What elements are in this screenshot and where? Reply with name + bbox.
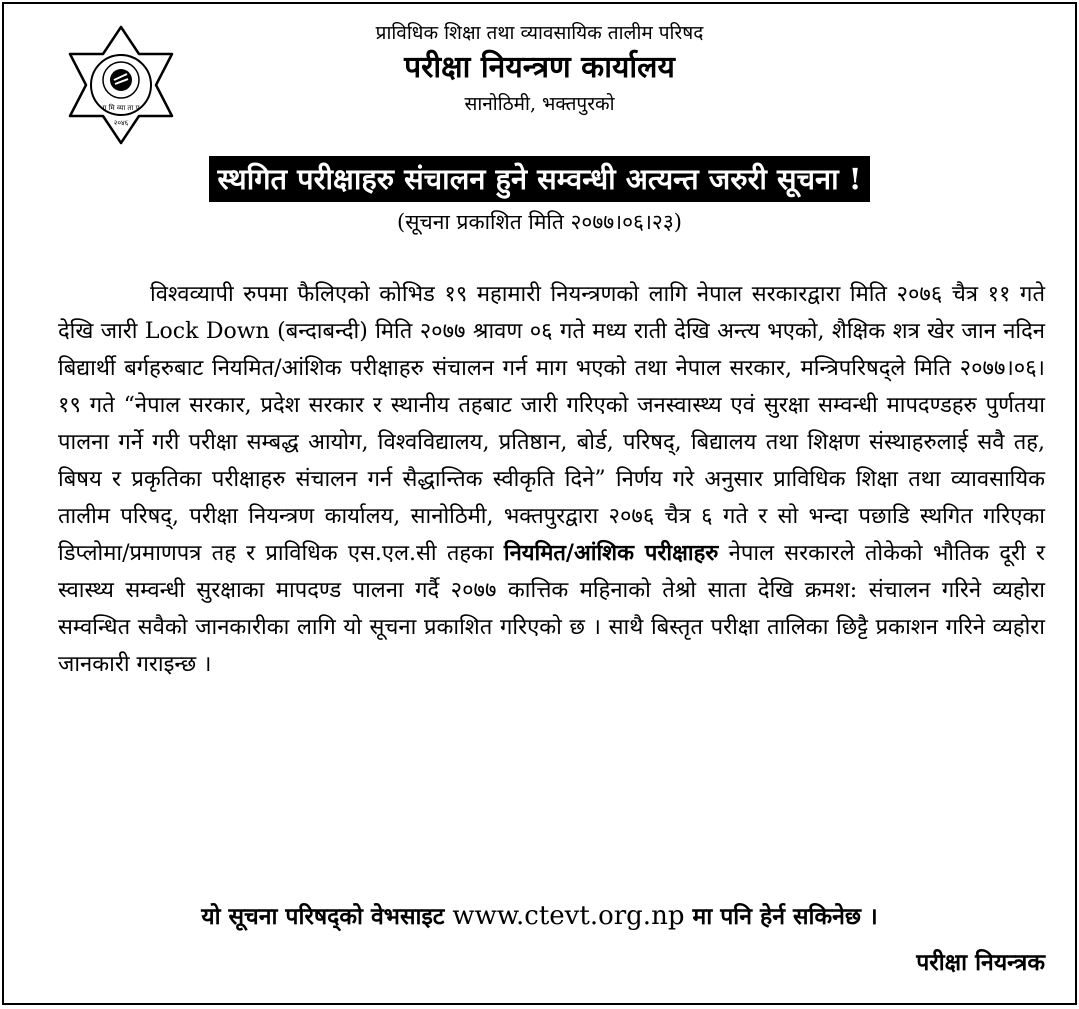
website-prefix: यो सूचना परिषद्को वेभसाइट: [201, 903, 453, 930]
logo-motto-text: ग मि व्या ता प: [102, 104, 140, 112]
office-location: सानोठिमी, भक्तपुरको: [464, 93, 615, 115]
notice-page: [2, 2, 1077, 1005]
headline-banner: [4, 156, 1075, 202]
website-suffix: मा पनि हेर्न सकिनेछ ।: [684, 903, 878, 930]
council-name: प्राविधिक शिक्षा तथा व्यावसायिक तालीम परिषद: [375, 22, 704, 44]
letterhead: [4, 20, 1075, 118]
website-line: [4, 897, 1075, 936]
notice-body-part1: विश्वव्यापी रुपमा फैलिएको कोभिड १९ महामारी नियन्त्रणको लागि नेपाल सरकारद्वारा मिति २०७६ चैत्र ११ गते देखि जारी Lock Down (बन्दाबन्दी) मिति २०७७ श्रावण ०६ गते मध्य राती देखि अन्त्य भएको, शैक्षिक शत्र खेर जान नदिन बिद्यार्थी बर्गहरुबाट नियमित/आंशिक परीक्षाहरु संचालन गर्न माग भएको तथा नेपाल सरकार, मन्त्रिपरिषद्ले मिति २०७७।०६।१९ गते “नेपाल सरकार, प्रदेश सरकार र स्थानीय तहबाट जारी गरिएको जनस्वास्थ्य एवं सुरक्षा सम्वन्धी मापदण्डहरु पुर्णतया पालना गर्ने गरी परीक्षा सम्बद्ध आयोग, विश्वविद्यालय, प्रतिष्ठान, बोर्ड, परिषद्, बिद्यालय तथा शिक्षण संस्थाहरुलाई सवै तह, बिषय र प्रकृतिका परीक्षाहरु संचालन गर्न सैद्धान्तिक स्वीकृति दिने” निर्णय गरे अनुसार प्राविधिक शिक्षा तथा व्यावसायिक तालीम परिषद्, परीक्षा नियन्त्रण कार्यालय, सानोठिमी, भक्तपुरद्वारा २०७६ चैत्र ६ गते र सो भन्दा पछाडि स्थगित गरिएका डिप्लोमा/प्रमाणपत्र तह र प्राविधिक एस.एल.सी तहका: [58, 282, 1045, 566]
signature-title: परीक्षा नियन्त्रक: [916, 949, 1045, 976]
office-name: परीक्षा नियन्त्रण कार्यालय: [404, 50, 675, 85]
publication-date: (सूचना प्रकाशित मिति २०७७।०६।२३): [397, 210, 682, 234]
notice-body-part2: नेपाल सरकारले तोकेको भौतिक दूरी र स्वास्थ्य सम्वन्धी सुरक्षाका मापदण्ड पालना गर्दै २०७७ कात्तिक महिनाको तेश्रो साता देखि क्रमश: संचालन गरिने व्यहोरा सम्वन्धित सवैको जानकारीका लागि यो सूचना प्रकाशित गरिएको छ । साथै बिस्तृत परीक्षा तालिका छिट्टै प्रकाशन गरिने व्यहोरा जानकारी गराइन्छ ।: [58, 541, 1045, 677]
website-link[interactable]: www.ctevt.org.np: [452, 901, 685, 931]
logo-year-text: २०४६: [113, 119, 129, 127]
notice-headline: स्थगित परीक्षाहरु संचालन हुने सम्वन्धी अत्यन्त जरुरी सूचना !: [209, 156, 869, 202]
notice-body-bold: नियमित/आंशिक परीक्षाहरु: [503, 540, 719, 566]
notice-body: [58, 276, 1045, 683]
